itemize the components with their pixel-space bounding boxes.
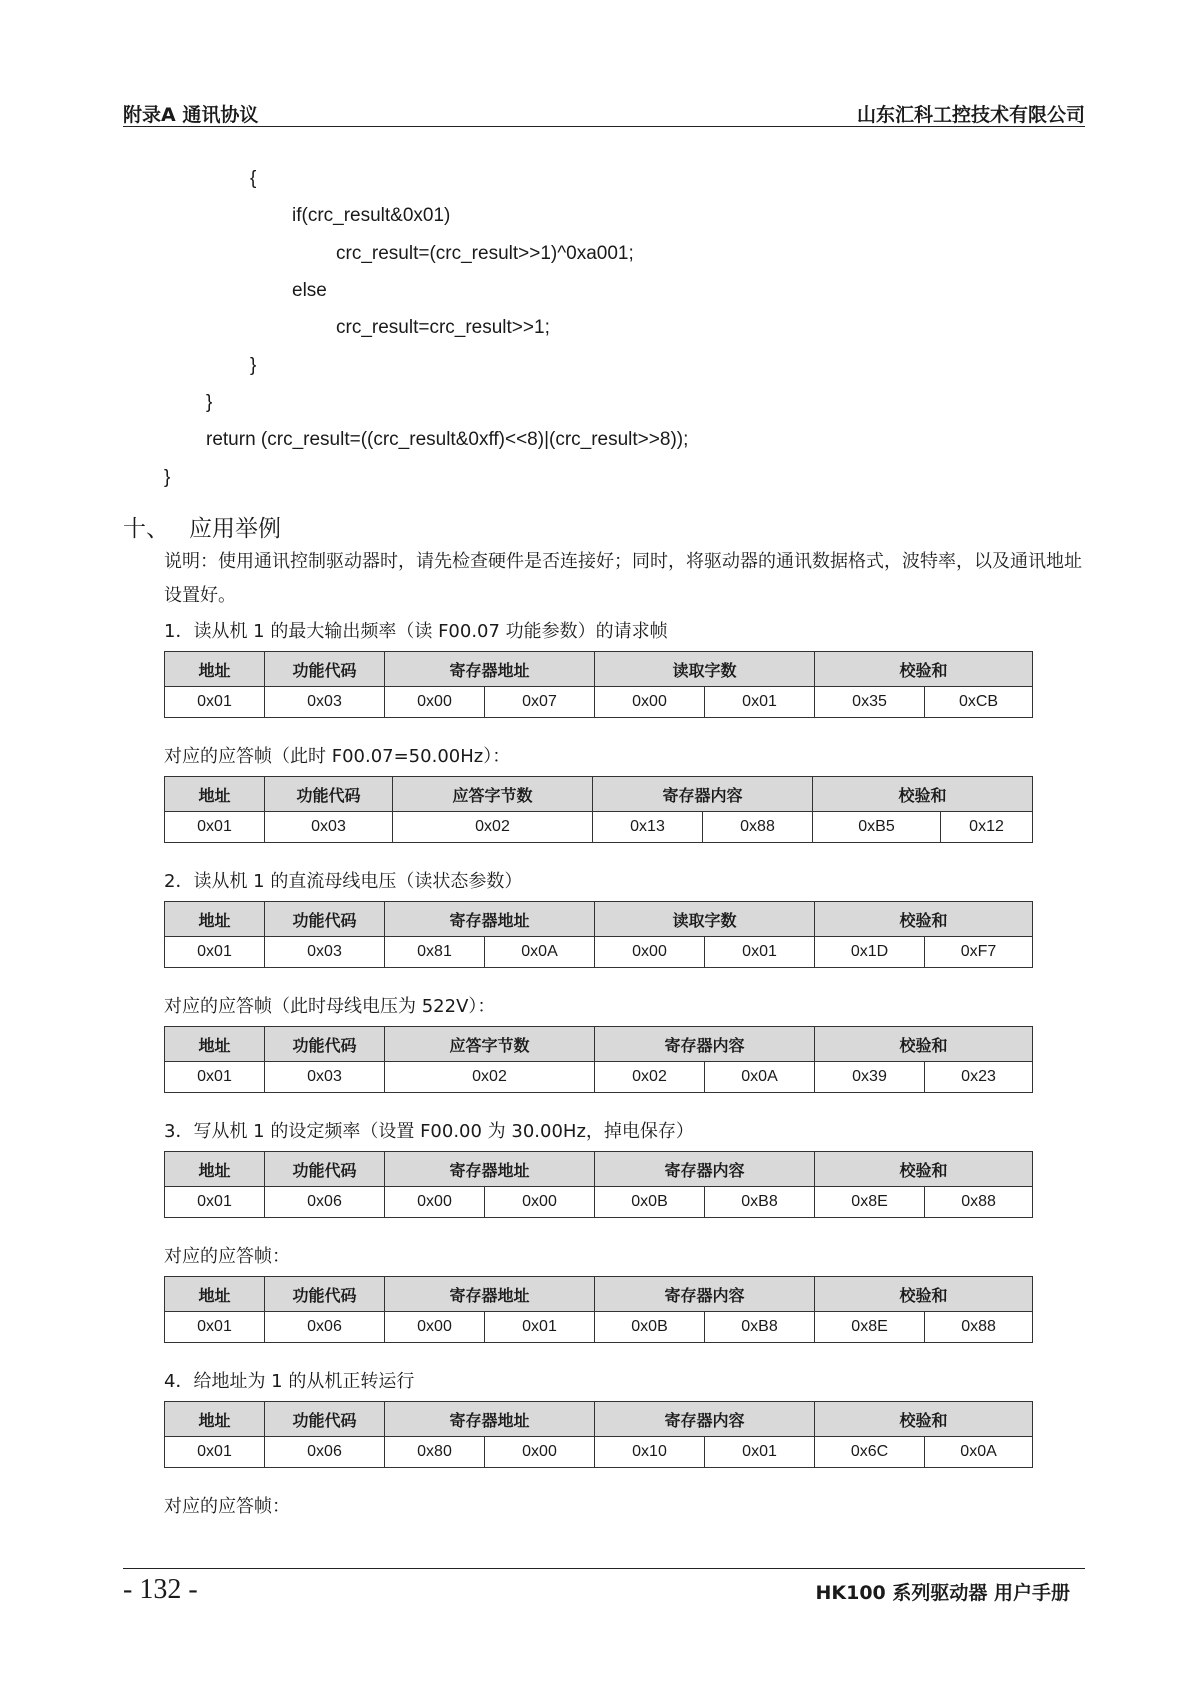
header-cell: 寄存器内容 bbox=[595, 1402, 815, 1437]
value-cell: 0x00 bbox=[595, 687, 705, 718]
value-cell: 0x23 bbox=[925, 1062, 1033, 1093]
value-cell: 0xB8 bbox=[705, 1312, 815, 1343]
example-title: 4．给地址为 1 的从机正转运行 bbox=[164, 1371, 415, 1392]
header-cell: 功能代码 bbox=[265, 777, 393, 812]
header-cell: 校验和 bbox=[815, 1402, 1033, 1437]
value-cell: 0x0B bbox=[595, 1187, 705, 1218]
value-cell: 0x13 bbox=[593, 812, 703, 843]
value-cell: 0x8E bbox=[815, 1187, 925, 1218]
header-cell: 功能代码 bbox=[265, 1277, 385, 1312]
response-frame-table bbox=[164, 776, 1033, 843]
value-cell: 0x03 bbox=[265, 937, 385, 968]
response-frame-table bbox=[164, 1276, 1033, 1343]
header-cell: 寄存器地址 bbox=[385, 1152, 595, 1187]
value-cell: 0x00 bbox=[485, 1437, 595, 1468]
value-cell: 0x01 bbox=[705, 1437, 815, 1468]
value-cell: 0x6C bbox=[815, 1437, 925, 1468]
header-cell: 寄存器地址 bbox=[385, 1277, 595, 1312]
value-cell: 0x01 bbox=[165, 1437, 265, 1468]
header-cell: 功能代码 bbox=[265, 652, 385, 687]
header-cell: 功能代码 bbox=[265, 1402, 385, 1437]
header-cell: 地址 bbox=[165, 1402, 265, 1437]
header-cell: 校验和 bbox=[815, 1027, 1033, 1062]
value-cell: 0x01 bbox=[165, 812, 265, 843]
response-title: 对应的应答帧（此时 F00.07=50.00Hz）： bbox=[164, 746, 511, 767]
header-cell: 校验和 bbox=[815, 652, 1033, 687]
value-cell: 0x01 bbox=[165, 1312, 265, 1343]
value-cell: 0x00 bbox=[385, 1187, 485, 1218]
response-title: 对应的应答帧（此时母线电压为 522V）： bbox=[164, 996, 496, 1017]
value-cell: 0x00 bbox=[385, 687, 485, 718]
value-cell: 0x06 bbox=[265, 1187, 385, 1218]
header-cell: 地址 bbox=[165, 1027, 265, 1062]
header-cell: 功能代码 bbox=[265, 1027, 385, 1062]
value-cell: 0x03 bbox=[265, 812, 393, 843]
value-cell: 0x01 bbox=[165, 1062, 265, 1093]
response-title: 对应的应答帧： bbox=[164, 1246, 290, 1267]
code-line: } bbox=[250, 355, 257, 376]
value-cell: 0x10 bbox=[595, 1437, 705, 1468]
value-cell: 0x02 bbox=[595, 1062, 705, 1093]
code-line: else bbox=[292, 280, 327, 301]
value-cell: 0x01 bbox=[485, 1312, 595, 1343]
value-cell: 0x01 bbox=[705, 687, 815, 718]
note-paragraph: 说明：使用通讯控制驱动器时，请先检查硬件是否连接好；同时，将驱动器的通讯数据格式，波特率，以及通讯地址设置好。 bbox=[164, 551, 1082, 606]
header-cell: 寄存器内容 bbox=[595, 1027, 815, 1062]
footer-divider bbox=[123, 1568, 1085, 1569]
code-line: return (crc_result=((crc_result&0xff)<<8)|(crc_result>>8)); bbox=[206, 429, 689, 450]
value-cell: 0x00 bbox=[595, 937, 705, 968]
value-cell: 0x0A bbox=[705, 1062, 815, 1093]
example-title: 1．读从机 1 的最大输出频率（读 F00.07 功能参数）的请求帧 bbox=[164, 621, 668, 642]
header-cell: 地址 bbox=[165, 1277, 265, 1312]
header-cell: 校验和 bbox=[813, 777, 1033, 812]
value-cell: 0x81 bbox=[385, 937, 485, 968]
header-cell: 寄存器地址 bbox=[385, 902, 595, 937]
value-cell: 0xCB bbox=[925, 687, 1033, 718]
section-number: 十、 bbox=[123, 516, 169, 542]
header-cell: 寄存器内容 bbox=[593, 777, 813, 812]
request-frame-table bbox=[164, 1401, 1033, 1468]
value-cell: 0x06 bbox=[265, 1312, 385, 1343]
value-cell: 0x0B bbox=[595, 1312, 705, 1343]
response-frame-table bbox=[164, 1026, 1033, 1093]
value-cell: 0x88 bbox=[703, 812, 813, 843]
header-chapter: 附录A 通讯协议 bbox=[123, 104, 259, 126]
value-cell: 0x88 bbox=[925, 1187, 1033, 1218]
header-cell: 地址 bbox=[165, 902, 265, 937]
section-title: 应用举例 bbox=[189, 516, 281, 542]
request-frame-table bbox=[164, 651, 1033, 718]
value-cell: 0x03 bbox=[265, 687, 385, 718]
header-cell: 校验和 bbox=[815, 902, 1033, 937]
value-cell: 0x0A bbox=[925, 1437, 1033, 1468]
page-number: - 132 - bbox=[123, 1574, 198, 1605]
footer-manual-title: HK100 系列驱动器 用户手册 bbox=[815, 1582, 1070, 1604]
header-cell: 校验和 bbox=[815, 1152, 1033, 1187]
value-cell: 0xB8 bbox=[705, 1187, 815, 1218]
header-company: 山东汇科工控技术有限公司 bbox=[856, 104, 1085, 126]
section-heading bbox=[123, 510, 281, 543]
header-cell: 读取字数 bbox=[595, 652, 815, 687]
value-cell: 0x35 bbox=[815, 687, 925, 718]
header-divider bbox=[123, 126, 1085, 127]
value-cell: 0xB5 bbox=[813, 812, 941, 843]
value-cell: 0x00 bbox=[485, 1187, 595, 1218]
response-title: 对应的应答帧： bbox=[164, 1496, 290, 1517]
value-cell: 0x1D bbox=[815, 937, 925, 968]
value-cell: 0x07 bbox=[485, 687, 595, 718]
header-cell: 地址 bbox=[165, 777, 265, 812]
code-line: if(crc_result&0x01) bbox=[292, 205, 451, 226]
value-cell: 0x39 bbox=[815, 1062, 925, 1093]
header-cell: 功能代码 bbox=[265, 1152, 385, 1187]
value-cell: 0x03 bbox=[265, 1062, 385, 1093]
header-cell: 寄存器地址 bbox=[385, 652, 595, 687]
code-line: crc_result=(crc_result>>1)^0xa001; bbox=[336, 243, 634, 264]
value-cell: 0x06 bbox=[265, 1437, 385, 1468]
header-cell: 读取字数 bbox=[595, 902, 815, 937]
header-cell: 应答字节数 bbox=[385, 1027, 595, 1062]
value-cell: 0x02 bbox=[385, 1062, 595, 1093]
code-line: } bbox=[164, 467, 171, 488]
header-cell: 寄存器地址 bbox=[385, 1402, 595, 1437]
code-line: { bbox=[250, 168, 257, 189]
example-title: 3．写从机 1 的设定频率（设置 F00.00 为 30.00Hz，掉电保存） bbox=[164, 1121, 694, 1142]
example-title: 2．读从机 1 的直流母线电压（读状态参数） bbox=[164, 871, 523, 892]
value-cell: 0x01 bbox=[165, 937, 265, 968]
value-cell: 0x80 bbox=[385, 1437, 485, 1468]
request-frame-table bbox=[164, 1151, 1033, 1218]
value-cell: 0x01 bbox=[165, 1187, 265, 1218]
code-line: crc_result=crc_result>>1; bbox=[336, 317, 550, 338]
value-cell: 0x01 bbox=[705, 937, 815, 968]
value-cell: 0x0A bbox=[485, 937, 595, 968]
value-cell: 0x01 bbox=[165, 687, 265, 718]
value-cell: 0x12 bbox=[941, 812, 1033, 843]
value-cell: 0xF7 bbox=[925, 937, 1033, 968]
header-cell: 寄存器内容 bbox=[595, 1277, 815, 1312]
value-cell: 0x88 bbox=[925, 1312, 1033, 1343]
value-cell: 0x8E bbox=[815, 1312, 925, 1343]
header-cell: 校验和 bbox=[815, 1277, 1033, 1312]
header-cell: 地址 bbox=[165, 652, 265, 687]
header-cell: 寄存器内容 bbox=[595, 1152, 815, 1187]
value-cell: 0x00 bbox=[385, 1312, 485, 1343]
code-line: } bbox=[206, 392, 213, 413]
header-cell: 功能代码 bbox=[265, 902, 385, 937]
header-cell: 应答字节数 bbox=[393, 777, 593, 812]
request-frame-table bbox=[164, 901, 1033, 968]
header-cell: 地址 bbox=[165, 1152, 265, 1187]
value-cell: 0x02 bbox=[393, 812, 593, 843]
